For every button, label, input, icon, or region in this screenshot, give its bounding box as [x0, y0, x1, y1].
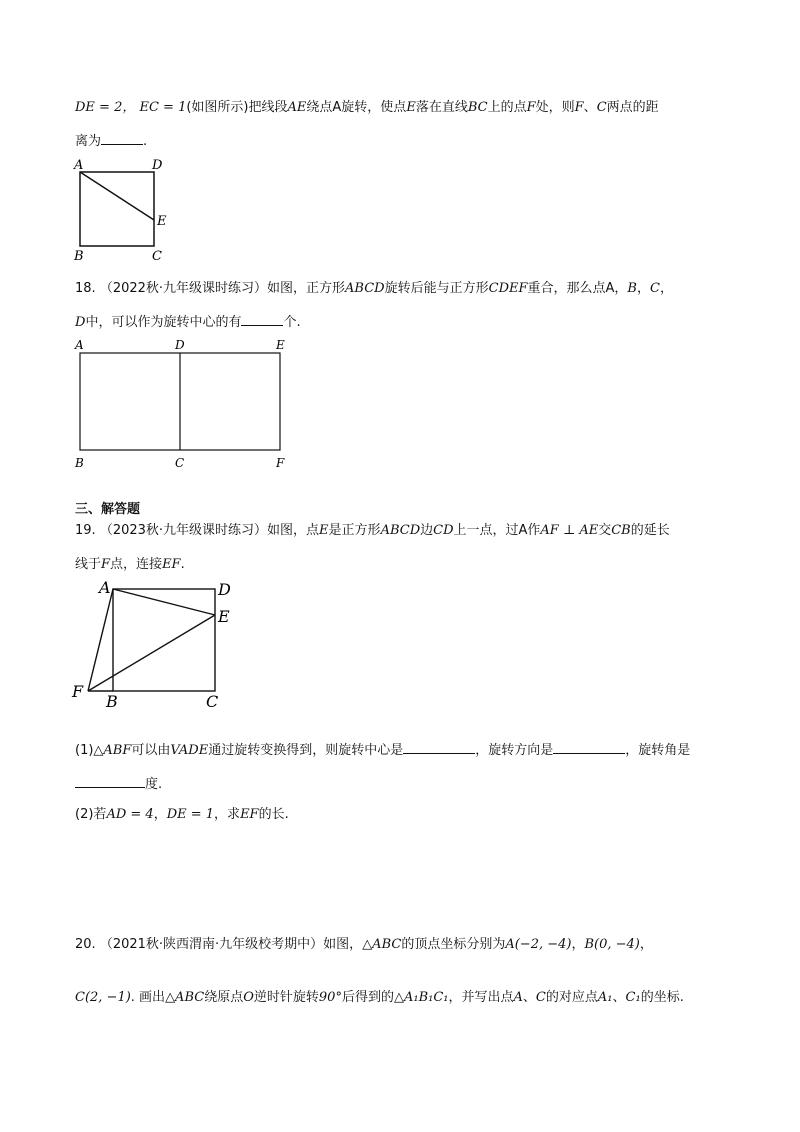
point-f: F	[101, 557, 111, 572]
text: 、	[522, 990, 536, 1005]
segment-ef: EF	[240, 807, 259, 822]
figure-18	[70, 335, 300, 475]
q19-part2	[75, 803, 289, 822]
label-d: D	[175, 338, 185, 352]
square-abcd	[113, 589, 215, 691]
text: 上一点，过A作	[453, 523, 541, 538]
point-o: O	[243, 990, 254, 1005]
segment-af	[88, 589, 113, 691]
point-f: F	[526, 100, 536, 115]
text: 中，可以作为旋转中心的有	[85, 315, 242, 330]
coord-c: C(2, −1)	[75, 990, 131, 1005]
text: 是正方形	[328, 523, 381, 538]
q19-part1-line2	[75, 773, 162, 792]
text: 线于	[75, 557, 102, 572]
segment-ae	[113, 589, 215, 615]
text: 重合，那么点A，	[527, 281, 628, 296]
text: (如图所示)把线段	[186, 100, 288, 115]
label-a: A	[75, 338, 84, 352]
angle-90: 90°	[318, 990, 342, 1005]
square-abcd: ABCD	[345, 281, 385, 296]
text: 绕原点	[204, 990, 244, 1005]
part-label: (2)	[75, 807, 94, 822]
point-c: C	[650, 281, 660, 296]
q19-line1	[75, 519, 670, 538]
line-bc: BC	[467, 100, 488, 115]
seg-ae: AE	[287, 100, 307, 115]
text: ，求	[214, 807, 241, 822]
text: ，	[636, 281, 650, 296]
text: 后得到的	[341, 990, 394, 1005]
label-b: B	[75, 456, 84, 470]
text: ，	[659, 281, 673, 296]
eq-ec: EC = 1	[139, 100, 187, 115]
text: 上的点	[487, 100, 527, 115]
q19-line2	[75, 553, 185, 572]
text: ，旋转角是	[625, 743, 691, 758]
part-label: (1)	[75, 743, 94, 758]
text: 点，连接	[110, 557, 163, 572]
figure-17	[70, 155, 180, 265]
square-cdef: CDEF	[488, 281, 528, 296]
point-e: E	[319, 523, 329, 538]
point-d: D	[75, 315, 86, 330]
text: 的延长	[630, 523, 670, 538]
q19-part1-line1	[75, 739, 690, 758]
point-f: F	[574, 100, 584, 115]
text: 逆时针旋转	[253, 990, 319, 1005]
triangle-abc: △ABC	[165, 990, 205, 1005]
point-e: E	[406, 100, 416, 115]
label-b: B	[106, 692, 118, 711]
square-abcd	[80, 172, 154, 246]
segment-ef	[88, 615, 215, 691]
label-c: C	[175, 456, 185, 470]
segment-ef: EF	[162, 557, 181, 572]
coord-a: A(−2, −4)	[505, 937, 572, 952]
perpendicular-af-ae: AF ⊥ AE	[540, 523, 599, 538]
text: 两点的距	[606, 100, 659, 115]
segment-ae	[80, 172, 154, 220]
eq-de: DE = 1	[166, 807, 215, 822]
text: 通过旋转变换得到，则旋转中心是	[208, 743, 404, 758]
text: 旋转后能与正方形	[384, 281, 489, 296]
text: 的对应点	[545, 990, 598, 1005]
text: 、	[612, 990, 626, 1005]
text: 边	[420, 523, 434, 538]
text: （2021秋·陕西渭南·九年级校考期中）如图，	[99, 937, 363, 952]
answer-blank-center[interactable]	[403, 741, 475, 754]
point-c: C	[596, 100, 607, 115]
text: 可以由	[131, 743, 171, 758]
q18-line2	[75, 311, 301, 330]
question-number: 18.	[75, 281, 96, 296]
text: 离为	[75, 134, 102, 149]
label-f: F	[72, 682, 84, 701]
question-number: 20.	[75, 937, 96, 952]
label-a: A	[74, 158, 84, 173]
triangle-abf: △ABF	[93, 743, 132, 758]
label-e: E	[276, 338, 285, 352]
text: ，并写出点	[448, 990, 514, 1005]
text: 的长.	[258, 807, 289, 822]
answer-blank[interactable]	[241, 313, 283, 326]
figure-19	[68, 575, 248, 715]
section-heading: 三、解答题	[75, 502, 141, 517]
text: . 画出	[130, 990, 166, 1005]
text: ，	[639, 937, 653, 952]
point-c: C	[535, 990, 546, 1005]
q20-line1	[75, 933, 653, 952]
triangle-ade: VADE	[170, 743, 209, 758]
question-number: 19.	[75, 523, 96, 538]
label-c: C	[206, 692, 219, 711]
label-f: F	[276, 456, 285, 470]
point-c1: C₁	[625, 990, 641, 1005]
label-a: A	[99, 578, 111, 597]
side-cd: CD	[433, 523, 454, 538]
point-a: A	[513, 990, 523, 1005]
label-b: B	[74, 249, 84, 264]
text: 交	[598, 523, 612, 538]
answer-blank-direction[interactable]	[553, 741, 625, 754]
square-abcd: ABCD	[380, 523, 421, 538]
q18-line1	[75, 277, 673, 296]
p17-line1	[75, 96, 659, 115]
label-e: E	[218, 607, 230, 626]
p17-line2	[75, 130, 147, 149]
eq-de: DE = 2，	[75, 100, 136, 115]
text: 绕点A旋转，使点	[306, 100, 407, 115]
text: 的坐标.	[640, 990, 684, 1005]
text: .	[180, 557, 185, 572]
q20-line2	[75, 986, 684, 1005]
text: （2023秋·九年级课时练习）如图，点	[99, 523, 320, 538]
text: ，	[153, 807, 167, 822]
point-a1: A₁	[597, 990, 613, 1005]
text: 处，则	[535, 100, 575, 115]
label-c: C	[152, 249, 162, 264]
label-d: D	[152, 158, 163, 173]
side-cb: CB	[611, 523, 631, 538]
text: ，	[571, 937, 585, 952]
text: 、	[583, 100, 597, 115]
label-e: E	[157, 214, 167, 229]
text: 度.	[145, 777, 163, 792]
answer-blank-angle[interactable]	[75, 775, 145, 788]
text: （2022秋·九年级课时练习）如图，正方形	[99, 281, 346, 296]
text: .	[143, 134, 148, 149]
point-b: B	[627, 281, 637, 296]
triangle-abc: △ABC	[362, 937, 402, 952]
text: ，旋转方向是	[475, 743, 554, 758]
text: 的顶点坐标分别为	[401, 937, 506, 952]
text: 若	[93, 807, 107, 822]
triangle-a1b1c1: △A₁B₁C₁	[393, 990, 449, 1005]
eq-ad: AD = 4	[106, 807, 154, 822]
text: 落在直线	[415, 100, 468, 115]
text: 个.	[283, 315, 301, 330]
coord-b: B(0, −4)	[584, 937, 640, 952]
label-d: D	[218, 580, 231, 599]
answer-blank[interactable]	[101, 132, 143, 145]
